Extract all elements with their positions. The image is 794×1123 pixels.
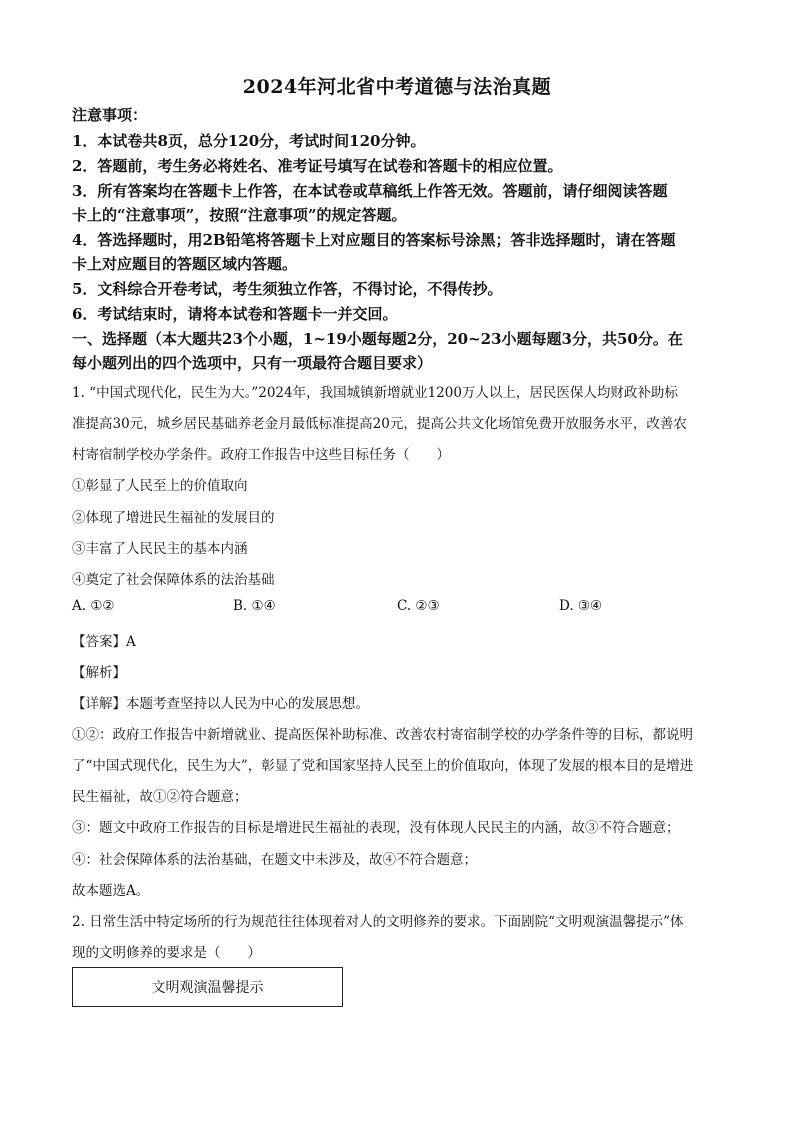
section-heading: 每小题列出的四个选项中，只有一项最符合题目要求） xyxy=(72,354,433,372)
notice-line: 卡上对应题目的答题区域内答题。 xyxy=(72,255,298,273)
detail-line: 【详解】本题考查坚持以人民为中心的发展思想。 xyxy=(72,696,369,712)
detail-line: 了“中国式现代化，民生为大”，彰显了党和国家坚持人民至上的价值取向，体现了发展的根本目的是增进 xyxy=(72,758,694,774)
statement-item: ②体现了增进民生福祉的发展目的 xyxy=(72,510,275,526)
notice-line: 5．文科综合开卷考试，考生须独立作答，不得讨论，不得传抄。 xyxy=(72,280,503,298)
detail-line: ④：社会保障体系的法治基础，在题文中未涉及，故④不符合题意； xyxy=(72,852,477,868)
statement-item: ①彰显了人民至上的价值取向 xyxy=(72,478,248,494)
notice-line: 1．本试卷共8页，总分120分，考试时间120分钟。 xyxy=(72,132,426,150)
notice-line: 4．答选择题时，用2B铅笔将答题卡上对应题目的答案标号涂黑；答非选择题时，请在答题 xyxy=(72,231,676,249)
section-heading: 一、选择题（本大题共23个小题，1~19小题每题2分，20~23小题每题3分，共50分。在 xyxy=(72,330,683,348)
answer-line: 【答案】A xyxy=(72,634,136,650)
option-a: A. ①② xyxy=(72,598,115,614)
question-stem: 准提高30元，城乡居民基础养老金月最低标准提高20元，提高公共文化场馆免费开放服务水平，改善农 xyxy=(72,416,687,432)
notice-line: 3．所有答案均在答题卡上作答，在本试卷或草稿纸上作答无效。答题前，请仔细阅读答题 xyxy=(72,182,668,200)
statement-item: ③丰富了人民民主的基本内涵 xyxy=(72,541,248,557)
detail-line: ③：题文中政府工作报告的目标是增进民生福祉的表现，没有体现人民民主的内涵，故③不符合题意； xyxy=(72,820,680,836)
question-stem: 现的文明修养的要求是（ ） xyxy=(72,945,261,961)
option-d: D. ③④ xyxy=(559,598,603,614)
notice-line: 6．考试结束时，请将本试卷和答题卡一并交回。 xyxy=(72,305,398,323)
analysis-heading: 【解析】 xyxy=(72,665,126,681)
option-b: B. ①④ xyxy=(233,598,276,614)
detail-line: 民生福祉，故①②符合题意； xyxy=(72,789,248,805)
notice-heading: 注意事项： xyxy=(72,106,148,124)
question-stem: 1. “中国式现代化，民生为大。”2024年，我国城镇新增就业1200万人以上，居民医保人均财政补助标 xyxy=(72,385,678,401)
notice-box: 文明观演温馨提示 xyxy=(72,967,343,1007)
detail-line: 故本题选A。 xyxy=(72,883,150,899)
notice-line: 2．答题前，考生务必将姓名、准考证号填写在试卷和答题卡的相应位置。 xyxy=(72,157,563,175)
option-c: C. ②③ xyxy=(397,598,440,614)
notice-line: 卡上的“注意事项”，按照“注意事项”的规定答题。 xyxy=(72,206,407,224)
detail-line: ①②：政府工作报告中新增就业、提高医保补助标准、改善农村寄宿制学校的办学条件等的目标，都说明 xyxy=(72,727,693,743)
statement-item: ④奠定了社会保障体系的法治基础 xyxy=(72,572,275,588)
page-title: 2024年河北省中考道德与法治真题 xyxy=(242,76,552,98)
answer-options xyxy=(72,598,722,618)
question-stem: 村寄宿制学校办学条件。政府工作报告中这些目标任务（ ） xyxy=(72,447,450,463)
question-stem: 2. 日常生活中特定场所的行为规范往往体现着对人的文明修养的要求。下面剧院“文明观演温馨提示”体 xyxy=(72,914,684,930)
